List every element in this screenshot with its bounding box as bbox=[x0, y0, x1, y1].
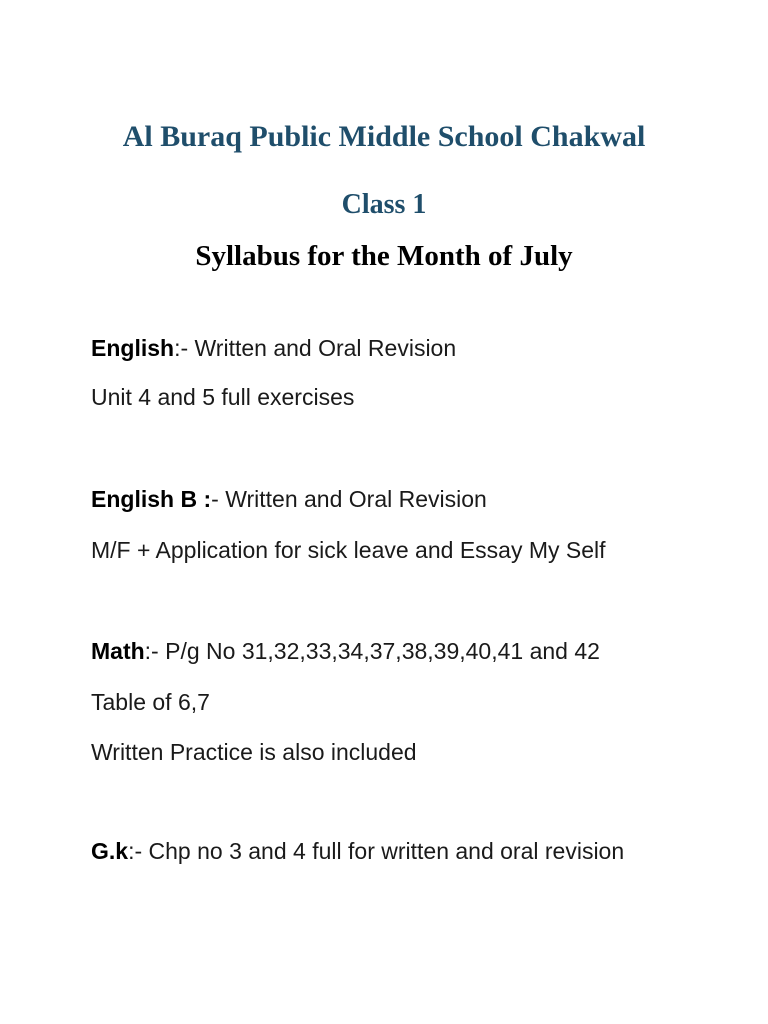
gk-text-1: Chp no 3 and 4 full for written and oral revision bbox=[148, 838, 625, 864]
english-b-line-2: M/F + Application for sick leave and Essay My Self bbox=[91, 537, 606, 563]
syllabus-title: Syllabus for the Month of July bbox=[195, 240, 573, 272]
english-b-separator: - bbox=[211, 486, 226, 512]
math-line-1 bbox=[91, 631, 711, 671]
math-text-1: P/g No 31,32,33,34,37,38,39,40,41 and 42 bbox=[165, 638, 600, 664]
english-b-label: English B : bbox=[91, 486, 212, 512]
english-separator: :- bbox=[174, 335, 195, 361]
english-text-1: Written and Oral Revision bbox=[194, 335, 457, 361]
math-line-3: Written Practice is also included bbox=[91, 739, 417, 765]
school-name-heading: Al Buraq Public Middle School Chakwal bbox=[122, 120, 646, 153]
math-line-2: Table of 6,7 bbox=[91, 689, 210, 715]
gk-separator: :- bbox=[128, 838, 149, 864]
gk-label: G.k bbox=[91, 838, 129, 864]
english-b-text-1: Written and Oral Revision bbox=[225, 486, 487, 512]
class-heading: Class 1 bbox=[341, 189, 427, 220]
english-label: English bbox=[91, 335, 175, 361]
english-line-2: Unit 4 and 5 full exercises bbox=[91, 384, 355, 410]
gk-line-1 bbox=[91, 831, 651, 871]
english-line-1 bbox=[91, 328, 711, 368]
math-separator: :- bbox=[144, 638, 166, 664]
english-b-line-1 bbox=[91, 479, 711, 519]
math-label: Math bbox=[91, 638, 145, 664]
